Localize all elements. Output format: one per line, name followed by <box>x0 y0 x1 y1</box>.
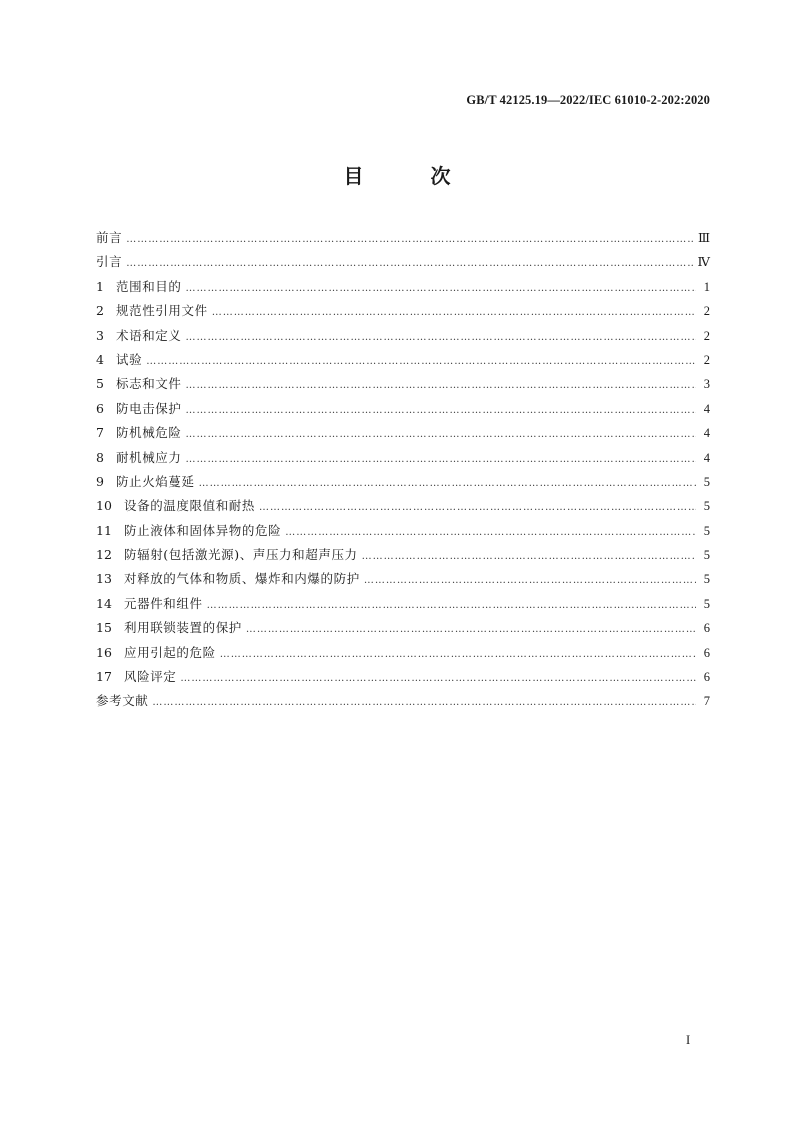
toc-entry-bibliography[interactable] <box>96 689 710 713</box>
toc-entry-4[interactable] <box>96 348 710 372</box>
standard-code-header: GB/T 42125.19—2022/IEC 61010-2-202:2020 <box>466 93 710 107</box>
toc-entry-8[interactable] <box>96 446 710 470</box>
toc-entry-number: 12 <box>96 547 112 563</box>
dot-leader <box>259 496 696 520</box>
toc-entry-label: 风险评定 <box>124 669 177 685</box>
toc-entry-page: 2 <box>703 328 710 343</box>
toc-entry-label: 设备的温度限值和耐热 <box>124 498 256 514</box>
toc-entry-page: 4 <box>703 450 710 465</box>
toc-entry-page: 6 <box>703 621 710 636</box>
toc-entry-label: 规范性引用文件 <box>116 303 208 319</box>
toc-entry-label: 范围和目的 <box>116 278 182 294</box>
toc-entry-label: 试验 <box>116 351 143 367</box>
dot-leader <box>186 423 696 447</box>
toc-entry-label: 应用引起的危险 <box>124 644 216 660</box>
toc-entry-page: 5 <box>703 596 710 611</box>
toc-entry-label: 耐机械应力 <box>116 449 182 465</box>
toc-entry-label: 标志和文件 <box>116 376 182 392</box>
dot-leader <box>186 374 696 398</box>
toc-entry-11[interactable] <box>96 519 710 543</box>
toc-entry-label: 防止火焰蔓延 <box>116 473 195 489</box>
dot-leader <box>199 472 696 496</box>
toc-entry-14[interactable] <box>96 592 710 616</box>
toc-entry-number: 10 <box>96 498 112 514</box>
toc-entry-label: 元器件和组件 <box>124 595 203 611</box>
toc-entry-10[interactable] <box>96 494 710 518</box>
dot-leader <box>285 521 696 545</box>
toc-entry-6[interactable] <box>96 397 710 421</box>
toc-entry-number: 8 <box>96 449 104 465</box>
toc-entry-3[interactable] <box>96 324 710 348</box>
toc-entry-7[interactable] <box>96 421 710 445</box>
page-title: 目 次 <box>343 164 481 188</box>
toc-entry-number: 17 <box>96 669 112 685</box>
toc-entry-number: 15 <box>96 620 112 636</box>
toc-entry-number: 11 <box>96 522 112 538</box>
toc-entry-label: 防辐射(包括激光源)、声压力和超声压力 <box>124 547 358 563</box>
dot-leader <box>126 228 694 252</box>
toc-entry-page: 2 <box>703 304 710 319</box>
toc-entry-12[interactable] <box>96 543 710 567</box>
toc-entry-number: 6 <box>96 400 104 416</box>
toc-entry-number: 2 <box>96 303 104 319</box>
toc-entry-page: 4 <box>703 426 710 441</box>
toc-entry-label: 防止液体和固体异物的危险 <box>124 522 282 538</box>
dot-leader <box>146 350 696 374</box>
dot-leader <box>362 545 696 569</box>
toc-entry-page: 3 <box>703 377 710 392</box>
toc-entry-15[interactable] <box>96 616 710 640</box>
toc-entry-page: 6 <box>703 645 710 660</box>
toc-entry-introduction[interactable] <box>96 250 710 274</box>
toc-entry-page: 5 <box>703 523 710 538</box>
toc-entry-5[interactable] <box>96 372 710 396</box>
toc-entry-9[interactable] <box>96 470 710 494</box>
dot-leader <box>186 277 696 301</box>
toc-entry-17[interactable] <box>96 665 710 689</box>
toc-entry-page: 2 <box>703 352 710 367</box>
toc-entry-page: Ⅳ <box>697 255 710 270</box>
toc-entry-label: 防电击保护 <box>116 400 182 416</box>
dot-leader <box>207 594 696 618</box>
toc-entry-label: 参考文献 <box>96 693 149 709</box>
toc-entry-page: 5 <box>703 474 710 489</box>
toc-entry-number: 5 <box>96 376 104 392</box>
toc-entry-number: 14 <box>96 595 112 611</box>
toc-entry-2[interactable] <box>96 299 710 323</box>
dot-leader <box>126 252 693 276</box>
dot-leader <box>180 667 696 691</box>
dot-leader <box>212 301 696 325</box>
dot-leader <box>186 448 696 472</box>
toc-entry-page: 7 <box>703 694 710 709</box>
toc-entry-number: 16 <box>96 644 112 660</box>
dot-leader <box>152 691 696 715</box>
toc-entry-label: 前言 <box>96 230 123 245</box>
toc-entry-13[interactable] <box>96 567 710 591</box>
toc-entry-page: 5 <box>703 548 710 563</box>
toc-entry-label: 利用联锁装置的保护 <box>124 620 242 636</box>
dot-leader <box>186 399 696 423</box>
dot-leader <box>246 618 696 642</box>
toc-entry-number: 7 <box>96 425 104 441</box>
toc-entry-page: 5 <box>703 572 710 587</box>
toc-entry-label: 术语和定义 <box>116 327 182 343</box>
toc-entry-1[interactable] <box>96 275 710 299</box>
toc-entry-label: 防机械危险 <box>116 425 182 441</box>
toc-entry-number: 13 <box>96 571 112 587</box>
dot-leader <box>364 569 696 593</box>
toc-entry-number: 9 <box>96 473 104 489</box>
toc-entry-page: 5 <box>703 499 710 514</box>
toc-entry-page: Ⅲ <box>697 231 710 245</box>
toc-entry-foreword[interactable] <box>96 226 710 250</box>
toc-entry-number: 4 <box>96 351 104 367</box>
toc-entry-number: 1 <box>96 278 104 294</box>
toc-entry-label: 对释放的气体和物质、爆炸和内爆的防护 <box>124 571 360 587</box>
toc-entry-label: 引言 <box>96 254 123 270</box>
toc-entry-page: 4 <box>703 401 710 416</box>
dot-leader <box>186 326 696 350</box>
page-number: I <box>686 1033 691 1047</box>
toc-entry-number: 3 <box>96 327 104 343</box>
toc-entry-page: 6 <box>703 670 710 685</box>
toc-entry-16[interactable] <box>96 641 710 665</box>
dot-leader <box>220 643 696 667</box>
toc-entry-page: 1 <box>703 279 710 294</box>
table-of-contents <box>96 226 710 714</box>
